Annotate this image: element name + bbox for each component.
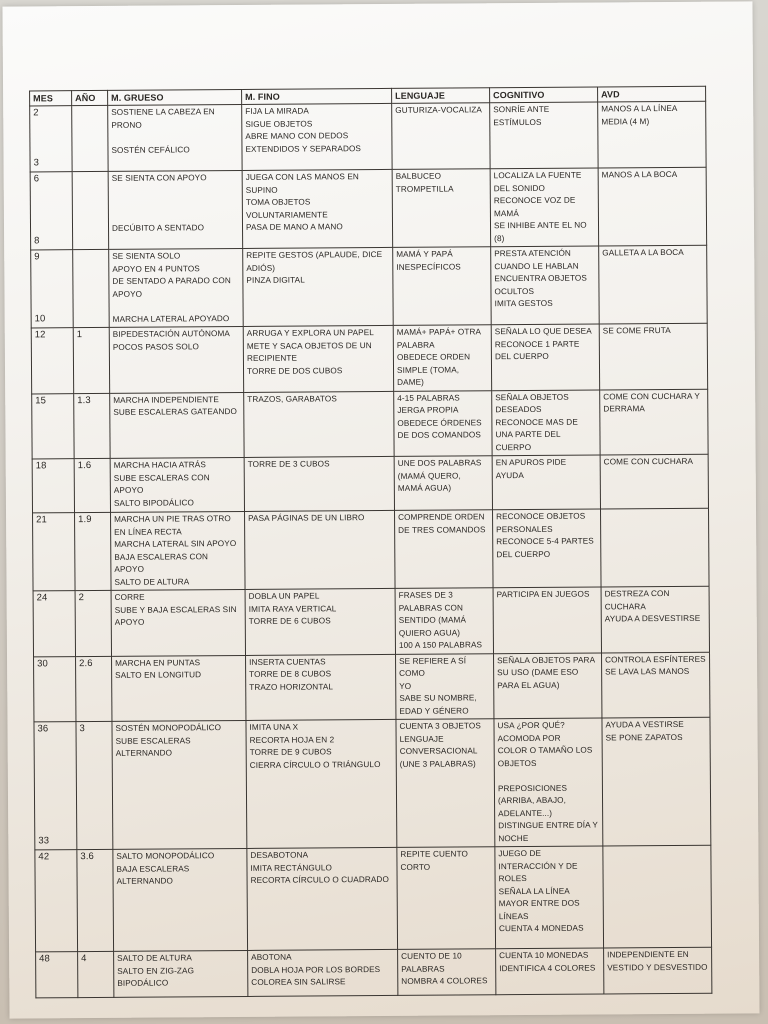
- cell-avd: COME CON CUCHARA Y DERRAMA: [600, 389, 708, 455]
- cell-lenguaje: UNE DOS PALABRAS (MAMÁ QUERO, MAMÁ AGUA): [394, 456, 492, 511]
- cell-ano: 1.9: [75, 512, 112, 590]
- cell-m-fino: TORRE DE 3 CUBOS: [244, 456, 394, 511]
- cell-mes: [34, 656, 76, 722]
- cell-m-fino: ABOTONA DOBLA HOJA POR LOS BORDES COLOREA SIN SALIRSE: [248, 949, 398, 996]
- cell-lenguaje: CUENTO DE 10 PALABRAS NOMBRA 4 COLORES: [398, 949, 496, 996]
- mes-value: 18: [35, 460, 47, 472]
- cell-cognitivo: PARTICIPA EN JUEGOS: [493, 587, 601, 653]
- cell-m-fino: IMITA UNA X RECORTA HOJA EN 2 TORRE DE 9 CUBOS CIERRA CÍRCULO O TRIÁNGULO: [246, 719, 397, 848]
- cell-mes: [32, 393, 74, 459]
- cell-m-grueso: MARCHA HACIA ATRÁS SUBE ESCALERAS CON APOYO SALTO BIPODÁLICO: [110, 457, 244, 512]
- mes-secondary-value: 33: [38, 834, 50, 846]
- cell-m-fino: TRAZOS, GARABATOS: [244, 391, 394, 458]
- cell-ano: 1.6: [74, 458, 110, 512]
- mes-value: 2: [33, 107, 39, 119]
- development-table-wrapper: [29, 86, 711, 999]
- cell-mes: [30, 172, 73, 250]
- cell-lenguaje: BALBUCEO TROMPETILLA: [392, 169, 491, 248]
- header-cognitivo: COGNITIVO: [490, 87, 598, 103]
- cell-mes: [30, 106, 72, 172]
- cell-m-grueso: MARCHA INDEPENDIENTE SUBE ESCALERAS GATEANDO: [110, 392, 244, 458]
- table-row: [36, 947, 712, 998]
- table-row: [34, 652, 710, 722]
- cell-ano: [72, 105, 108, 171]
- cell-mes: [31, 250, 74, 328]
- cell-lenguaje: SE REFIERE A SÍ COMO YO SABE SU NOMBRE, EDAD Y GÉNERO: [396, 653, 494, 719]
- cell-avd: COME CON CUCHARA: [600, 454, 708, 509]
- cell-m-grueso: MARCHA EN PUNTAS SALTO EN LONGITUD: [112, 655, 246, 721]
- cell-cognitivo: SEÑALA OBJETOS PARA SU USO (DAME ESO PARA EL AGUA): [494, 652, 602, 718]
- header-lenguaje: LENGUAJE: [392, 88, 490, 104]
- cell-lenguaje: MAMÁ Y PAPÁ INESPECÍFICOS: [393, 247, 492, 326]
- cell-ano: 2: [75, 590, 111, 656]
- cell-m-grueso: SALTO MONOPODÁLICO BAJA ESCALERAS ALTERNANDO: [113, 848, 248, 951]
- cell-m-fino: JUEGA CON LAS MANOS EN SUPINO TOMA OBJETOS VOLUNTARIAMENTE PASA DE MANO A MANO: [242, 169, 393, 248]
- cell-m-grueso: SE SIENTA SOLO APOYO EN 4 PUNTOS DE SENTADO A PARADO CON APOYO MARCHA LATERAL APOYADO: [109, 248, 244, 327]
- cell-avd: SE COME FRUTA: [599, 323, 707, 389]
- cell-m-fino: DOBLA UN PAPEL IMITA RAYA VERTICAL TORRE DE 6 CUBOS: [245, 588, 395, 655]
- cell-lenguaje: MAMÁ+ PAPÁ+ OTRA PALABRA OBEDECE ORDEN SIMPLE (TOMA, DAME): [393, 325, 491, 391]
- cell-avd: [603, 845, 712, 948]
- table-row: [31, 323, 707, 393]
- header-ano: AÑO: [72, 90, 108, 105]
- cell-ano: 2.6: [76, 656, 112, 722]
- cell-cognitivo: USA ¿POR QUÉ? ACOMODA POR COLOR O TAMAÑO LOS OBJETOS PREPOSICIONES (ARRIBA, ABAJO, ADELANTE...) DISTINGUE ENTRE DÍA Y NOCHE: [494, 718, 603, 847]
- header-m-grueso: M. GRUESO: [108, 89, 242, 105]
- cell-lenguaje: GUTURIZA-VOCALIZA: [392, 103, 490, 170]
- cell-avd: INDEPENDIENTE EN VESTIDO Y DESVESTIDO: [604, 947, 712, 994]
- cell-avd: GALLETA A LA BOCA: [599, 245, 708, 324]
- paper-sheet: [2, 1, 759, 1018]
- cell-cognitivo: SONRÍE ANTE ESTÍMULOS: [490, 102, 598, 169]
- cell-m-grueso: SE SIENTA CON APOYO DECÚBITO A SENTADO: [108, 170, 243, 249]
- cell-m-grueso: SALTO DE ALTURA SALTO EN ZIG-ZAG BIPODÁLICO: [114, 950, 248, 997]
- mes-value: 9: [34, 251, 40, 263]
- cell-lenguaje: CUENTA 3 OBJETOS LENGUAJE CONVERSACIONAL (UNE 3 PALABRAS): [396, 719, 495, 848]
- cell-ano: 1: [73, 327, 109, 393]
- cell-ano: [73, 249, 110, 327]
- cell-avd: MANOS A LA BOCA: [598, 167, 707, 246]
- cell-m-grueso: MARCHA UN PIE TRAS OTRO EN LÍNEA RECTA MARCHA LATERAL SIN APOYO BAJA ESCALERAS CON APOYO SALTO DE ALTURA: [111, 511, 246, 590]
- cell-mes: [33, 591, 75, 657]
- mes-secondary-value: 8: [34, 234, 40, 246]
- cell-cognitivo: PRESTA ATENCIÓN CUANDO LE HABLAN ENCUENTRA OBJETOS OCULTOS IMITA GESTOS: [491, 246, 600, 325]
- cell-lenguaje: FRASES DE 3 PALABRAS CON SENTIDO (MAMÁ QUIERO AGUA) 100 A 150 PALABRAS: [395, 588, 493, 654]
- cell-cognitivo: SEÑALA OBJETOS DESEADOS RECONOCE MAS DE UNA PARTE DEL CUERPO: [492, 389, 600, 455]
- table-row: [32, 454, 708, 513]
- table-row: [35, 845, 712, 952]
- table-row: [33, 508, 710, 591]
- cell-mes: [35, 850, 78, 952]
- mes-secondary-value: 3: [33, 156, 39, 168]
- cell-cognitivo: CUENTA 10 MONEDAS IDENTIFICA 4 COLORES: [496, 948, 604, 995]
- cell-mes: [33, 513, 76, 591]
- cell-cognitivo: JUEGO DE INTERACCIÓN Y DE ROLES SEÑALA LA LÍNEA MAYOR ENTRE DOS LÍNEAS CUENTA 4 MONEDAS: [495, 846, 604, 949]
- cell-avd: [600, 508, 709, 587]
- mes-value: 30: [37, 657, 48, 669]
- table-row: [34, 717, 711, 850]
- cell-mes: [34, 722, 77, 850]
- cell-cognitivo: RECONOCE OBJETOS PERSONALES RECONOCE 5-4 PARTES DEL CUERPO: [493, 509, 602, 588]
- mes-value: 21: [36, 514, 47, 526]
- mes-value: 42: [38, 851, 50, 863]
- cell-ano: 1.3: [74, 393, 110, 459]
- cell-mes: [32, 459, 74, 513]
- cell-m-fino: INSERTA CUENTAS TORRE DE 8 CUBOS TRAZO HORIZONTAL: [246, 654, 396, 721]
- mes-value: 36: [37, 723, 49, 735]
- cell-cognitivo: EN APUROS PIDE AYUDA: [492, 455, 600, 510]
- development-milestones-table: [29, 86, 712, 999]
- cell-m-grueso: SOSTIENE LA CABEZA EN PRONO SOSTÉN CEFÁLICO: [108, 104, 242, 171]
- cell-mes: [31, 328, 73, 394]
- cell-lenguaje: REPITE CUENTO CORTO: [397, 847, 496, 950]
- mes-value: 48: [39, 953, 50, 965]
- cell-m-fino: ARRUGA Y EXPLORA UN PAPEL METE Y SACA OBJETOS DE UN RECIPIENTE TORRE DE DOS CUBOS: [243, 325, 393, 392]
- table-row: [31, 245, 708, 328]
- mes-value: 12: [34, 329, 46, 341]
- cell-avd: MANOS A LA LÍNEA MEDIA (4 M): [598, 101, 706, 168]
- cell-avd: AYUDA A VESTIRSE SE PONE ZAPATOS: [602, 717, 711, 846]
- cell-m-grueso: SOSTÉN MONOPODÁLICO SUBE ESCALERAS ALTERNANDO: [112, 720, 247, 849]
- cell-avd: CONTROLA ESFÍNTERES SE LAVA LAS MANOS: [601, 652, 709, 718]
- cell-ano: 3: [76, 721, 113, 849]
- table-row: [32, 389, 708, 459]
- mes-value: 15: [35, 394, 47, 406]
- cell-m-fino: FIJA LA MIRADA SIGUE OBJETOS ABRE MANO CON DEDOS EXTENDIDOS Y SEPARADOS: [242, 103, 392, 170]
- cell-cognitivo: SEÑALA LO QUE DESEA RECONOCE 1 PARTE DEL CUERPO: [491, 324, 599, 390]
- cell-m-grueso: CORRE SUBE Y BAJA ESCALERAS SIN APOYO: [111, 589, 245, 655]
- cell-lenguaje: 4-15 PALABRAS JERGA PROPIA OBEDECE ÓRDENES DE DOS COMANDOS: [394, 390, 492, 456]
- mes-value: 6: [33, 173, 40, 185]
- mes-value: 24: [36, 592, 48, 604]
- cell-cognitivo: LOCALIZA LA FUENTE DEL SONIDO RECONOCE VOZ DE MAMÁ SE INHIBE ANTE EL NO (8): [490, 168, 599, 247]
- cell-lenguaje: COMPRENDE ORDEN DE TRES COMANDOS: [395, 510, 494, 589]
- header-m-fino: M. FINO: [242, 88, 392, 104]
- table-row: [30, 167, 707, 250]
- cell-m-fino: PASA PÁGINAS DE UN LIBRO: [245, 510, 396, 589]
- mes-secondary-value: 10: [34, 312, 46, 324]
- cell-ano: 3.6: [77, 849, 114, 951]
- cell-m-fino: REPITE GESTOS (APLAUDE, DICE ADIÓS) PINZA DIGITAL: [243, 247, 394, 326]
- table-row: [33, 586, 709, 656]
- cell-ano: [72, 171, 109, 249]
- cell-m-grueso: BIPEDESTACIÓN AUTÓNOMA POCOS PASOS SOLO: [109, 326, 243, 392]
- cell-m-fino: DESABOTONA IMITA RECTÁNGULO RECORTA CÍRCULO O CUADRADO: [247, 847, 398, 950]
- header-mes: MES: [30, 91, 72, 106]
- cell-ano: 4: [78, 951, 114, 997]
- header-avd: AVD: [598, 86, 706, 102]
- cell-mes: [36, 952, 78, 998]
- cell-avd: DESTREZA CON CUCHARA AYUDA A DESVESTIRSE: [601, 586, 709, 652]
- table-row: [30, 101, 706, 172]
